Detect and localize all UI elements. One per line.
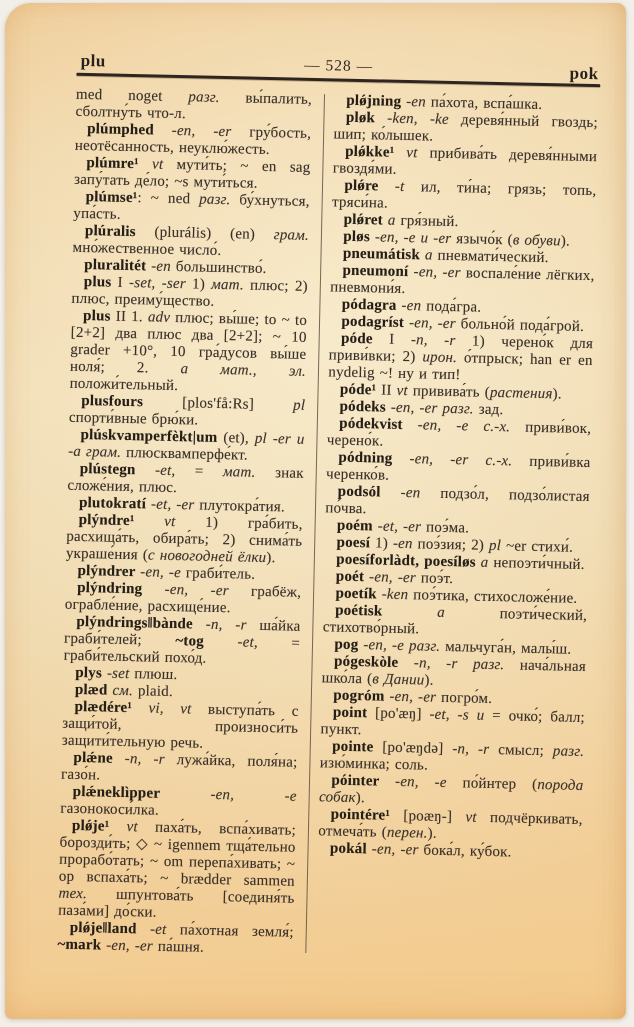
grammar-label: pl <box>292 397 306 414</box>
definition-text: ). <box>424 672 434 689</box>
headword: plusfours <box>81 392 144 411</box>
grammar-label: см. <box>112 682 134 700</box>
grammar-label: vt <box>151 156 164 173</box>
definition-text: поэ́тика, стихосложе́ние. <box>408 587 578 607</box>
dictionary-entry <box>75 121 312 160</box>
definition-text: I <box>372 331 412 349</box>
grammar-label: a <box>424 247 433 264</box>
grammar-label: -en, -er <box>389 688 437 706</box>
definition-text: грабёж, ограбле́ние, расхище́ние. <box>64 583 302 617</box>
grammar-label: a <box>437 604 446 621</box>
dictionary-entry <box>333 109 598 149</box>
headword: ~mark <box>57 936 107 954</box>
definition-text: поэ́ма. <box>420 519 470 537</box>
definition-text: [po'æŋdə] <box>373 739 453 758</box>
definition-text: поэ́зия; 2) <box>412 536 490 554</box>
definition-text: граби́тель. <box>180 565 256 583</box>
headword: plúralis <box>84 223 136 241</box>
headword: plúmre¹ <box>86 155 153 173</box>
definition-text: по́йнтер ( <box>446 775 538 793</box>
headword: plædére¹ <box>74 698 149 717</box>
headword: pløs <box>343 228 376 246</box>
definition-text: о́тпрыск; han er en nydelig ~! ну и тип! <box>328 350 593 384</box>
grammar-label: -en, -er разг. <box>390 399 474 418</box>
dictionary-entry <box>61 750 298 789</box>
grammar-label: -en, -er <box>368 569 417 587</box>
dictionary-entry <box>333 143 598 183</box>
grammar-label: -en <box>401 297 422 315</box>
definition-text: 1) гра́бить, расхища́ть, обира́ть; 2) снима́ть украше́ния ( <box>65 514 303 564</box>
dictionary-entry <box>64 614 301 670</box>
text-columns <box>57 87 600 965</box>
headword: pog <box>334 636 364 654</box>
grammar-label: -en, -er <box>371 841 419 859</box>
definition-text: больно́й пода́грой. <box>455 316 585 335</box>
headword: póinter <box>331 772 396 790</box>
definition-text: привива́ть ( <box>407 383 491 401</box>
definition-text: па́хотная земля́; <box>166 921 294 941</box>
definition-text: ). <box>355 790 366 807</box>
definition-text: непоэти́чный. <box>488 554 585 573</box>
dictionary-entry <box>328 330 593 387</box>
definition-text: изю́минка; соль. <box>319 755 429 774</box>
definition-text: = очко́; балл; пункт. <box>320 707 586 739</box>
dictionary-entry <box>330 262 595 302</box>
headword: plǿre <box>344 177 396 195</box>
headword: pløk <box>345 109 388 127</box>
dictionary-entry <box>57 920 294 959</box>
definition-text: прибива́ть деревя́нными гвоздя́ми. <box>332 145 598 178</box>
grammar-label: -en, -er с.-х. <box>409 451 513 470</box>
definition-text: плюс; 2) плюс, преиму́щество. <box>71 277 308 310</box>
dictionary-entry <box>58 818 296 925</box>
definition-text: med noget <box>75 86 189 106</box>
column-left <box>57 87 312 959</box>
headword: plǽneklìpper <box>72 783 211 803</box>
grammar-label: -en, -e с.-х. <box>417 417 511 436</box>
grammar-label: разг. <box>188 89 220 106</box>
grammar-label: -en <box>151 258 172 275</box>
dictionary-entry <box>69 393 306 432</box>
grammar-label: pl -er и -a грам. <box>67 430 305 461</box>
definition-text: приви́вок, черено́к. <box>326 419 592 450</box>
headword: poét <box>335 568 370 586</box>
definition-text: I <box>111 274 130 291</box>
scanned-dictionary-page <box>5 3 626 1019</box>
definition-text: подзо́л, подзо́листая по́чва. <box>325 485 590 518</box>
definition-text: бока́л, ку́бок. <box>418 842 512 861</box>
definition-text: приви́вка черенко́в. <box>325 453 591 484</box>
grammar-label: -en, -er <box>105 937 154 955</box>
grammar-label: мат. <box>222 464 256 481</box>
grammar-label: vi, vt <box>148 700 192 718</box>
definition-text: plaid. <box>132 683 174 701</box>
definition-text: пода́гра. <box>421 298 482 316</box>
headword: pódeks <box>339 398 391 416</box>
grammar-label: -et <box>149 921 167 938</box>
definition-text: , = граби́тельский похо́д. <box>63 634 301 667</box>
headword: podsól <box>337 483 401 501</box>
headword: plýndrer <box>77 562 141 581</box>
definition-text: плюш. <box>129 666 178 684</box>
grammar-label: -en, -e <box>210 786 297 805</box>
definition-text: гря́зный. <box>395 212 459 231</box>
grammar-label: грам. <box>273 227 310 244</box>
headword: pódning <box>338 449 410 468</box>
headword: pógeskòle <box>333 653 415 672</box>
dictionary-entry <box>62 699 299 755</box>
column-right <box>316 92 599 965</box>
grammar-label: -et <box>154 462 172 479</box>
grammar-label: -en, -er <box>164 581 229 600</box>
grammar-label: -ken, -ke <box>387 110 450 128</box>
headword: pneumoní <box>342 262 414 281</box>
grammar-label: -et, -er <box>150 496 195 514</box>
grammar-label: vt <box>396 382 409 400</box>
grammar-label: -en, -e <box>140 564 182 582</box>
definition-text: II <box>376 382 397 399</box>
grammar-label: -en <box>392 535 413 553</box>
definition-text: [plos'få:Rs] <box>142 394 294 414</box>
grammar-label: vt <box>465 809 477 826</box>
definition-text: язычо́к ( <box>451 230 513 249</box>
grammar-label: adv <box>147 309 171 326</box>
grammar-label: -en, -er <box>408 315 456 333</box>
grammar-label: -en <box>400 484 421 502</box>
grammar-label: в Дании <box>372 671 425 689</box>
headword: plúmphed <box>87 121 172 139</box>
grammar-label: -n, -r <box>452 741 490 758</box>
dictionary-entry <box>327 415 592 455</box>
grammar-label: -t <box>394 178 405 195</box>
grammar-label: -en, -e <box>394 773 447 792</box>
definition-text: смысл; <box>489 741 554 760</box>
grammar-label: в обуви <box>512 232 561 250</box>
definition-text: 1) <box>369 535 394 552</box>
definition-text: 1) черено́к для приви́вки; 2) <box>328 333 594 366</box>
dictionary-entry <box>60 784 297 823</box>
definition-text: плюсквамперфе́кт. <box>121 444 249 464</box>
dictionary-entry <box>325 483 590 523</box>
definition-text: воспале́ние лёгких, пневмони́я. <box>330 265 595 298</box>
headword: pneumátisk <box>342 245 426 264</box>
grammar-label: -en, -er <box>171 122 232 141</box>
dictionary-entry <box>323 602 588 642</box>
grammar-label: a <box>480 554 489 571</box>
grammar-label: порода собак <box>318 777 584 807</box>
definition-text: поэти́ческий, стихотво́рный. <box>322 604 588 638</box>
dictionary-entry <box>73 189 310 228</box>
definition-text: [poæŋ-] <box>389 807 466 826</box>
grammar-label: -n, -r <box>410 332 456 350</box>
headword: plýndrings‖bànde <box>76 613 206 633</box>
grammar-label: -n, -r <box>124 750 165 768</box>
definition-text: ил, ти́на; грязь; топь, тряси́на. <box>331 178 597 212</box>
headword: pokál <box>329 840 372 858</box>
grammar-label: -set <box>106 665 130 683</box>
dictionary-entry <box>72 223 309 262</box>
grammar-label: -en <box>406 93 427 111</box>
definition-text: : ~ ned <box>137 190 200 208</box>
headword: plǿje¹ <box>71 817 127 836</box>
definition-text: большинство́. <box>170 258 267 277</box>
definition-text: спорти́вные брю́ки. <box>68 409 199 429</box>
definition-text: вы́палить, сболтну́ть что-л. <box>75 89 313 123</box>
guide-word-left: plu <box>80 50 107 71</box>
page-number: — 528 — <box>303 56 374 76</box>
grammar-label: a мат., эл. <box>180 361 307 380</box>
dictionary-entry <box>320 704 585 744</box>
grammar-label: -en, -er <box>413 264 461 282</box>
headword: pluralitét <box>84 256 152 275</box>
dictionary-entry <box>65 580 302 619</box>
definition-text: зад. <box>473 401 504 419</box>
guide-word-right: pok <box>569 63 599 84</box>
definition-text: знак сложе́ния, плюс. <box>67 464 304 497</box>
definition-text: погро́м. <box>436 689 493 707</box>
headword: póde <box>340 330 373 348</box>
definition-text: газонокоси́лка. <box>60 800 160 819</box>
dictionary-entry <box>332 177 597 217</box>
grammar-label: -et, -s и <box>429 706 485 724</box>
definition-text: подчёркивать, отмеча́ть ( <box>318 809 583 841</box>
headword: plǿret <box>343 211 389 229</box>
headword: poesíforlàdt, poesíløs <box>336 551 481 571</box>
definition-text: , = <box>171 462 224 481</box>
headword: pódekvist <box>339 415 418 434</box>
definition-text: выступа́ть с защи́той, произноси́ть защити́тельную речь. <box>61 701 299 752</box>
headword: poétisk <box>334 602 438 621</box>
grammar-label: -n, -r <box>205 616 247 634</box>
definition-text: (plurális) (en) <box>135 224 274 244</box>
grammar-label: перен. <box>386 824 428 842</box>
grammar-label: -et <box>237 634 255 651</box>
definition-text: (et), <box>217 429 255 447</box>
grammar-label: мат. <box>211 276 245 294</box>
definition-text: [po'æŋ] <box>367 705 430 723</box>
grammar-label: -n, -r разг. <box>413 655 505 674</box>
headword: plǿje‖land <box>69 919 151 938</box>
dictionary-entry <box>69 308 307 398</box>
headword: poém <box>336 517 378 535</box>
dictionary-entry <box>321 653 586 693</box>
definition-text: плюс; вы́ше; to ~ to [2+2] два плюс два [2+2]; ~ 10 grader +10°, 10 гра́дусов вы́ше ноля́; 2. <box>69 309 308 378</box>
headword: plǿkke¹ <box>344 143 407 161</box>
definition-text: нача́льная шко́ла ( <box>321 657 587 688</box>
dictionary-entry <box>320 738 585 778</box>
definition-text: па́шня. <box>152 938 205 956</box>
headword: póde¹ <box>339 381 377 399</box>
headword: pogróm <box>333 687 390 705</box>
headword: plus <box>82 307 111 325</box>
definition-text: 1) <box>185 276 212 293</box>
definition-text: ~er стихи́. <box>500 538 574 556</box>
definition-text: ша́йка граби́телей; <box>63 617 301 650</box>
grammar-label: -set, -ser <box>128 274 187 293</box>
definition-text: бу́хнуться, упа́сть. <box>73 192 310 223</box>
grammar-label: vt <box>126 819 139 836</box>
dictionary-entry <box>318 806 583 846</box>
headword: pódagra <box>341 296 402 314</box>
headword: ~tog <box>175 633 238 651</box>
dictionary-entry <box>68 427 305 466</box>
grammar-label: растения <box>489 384 553 403</box>
definition-text: паха́ть, вспа́хивать; борозди́ть; ◇ ~ igennem тща́тельно прорабо́тать; ~ om перепа́хивать; ~ op вспаха́ть; ~ brædder sammen <box>58 819 297 890</box>
dictionary-entry <box>67 461 304 500</box>
grammar-label: -en, -e и -er <box>374 229 452 247</box>
headword: podagríst <box>341 313 410 332</box>
grammar-label: vt <box>164 513 176 531</box>
definition-text: деревя́нный гвоздь; шип; ко́лышек. <box>333 111 599 145</box>
headword: plúmse¹ <box>85 189 138 207</box>
definition-text: II 1. <box>110 308 149 326</box>
dictionary-entry <box>71 274 308 313</box>
dictionary-entry <box>74 155 311 194</box>
grammar-label: -en, -e разг. <box>363 637 441 655</box>
grammar-label: ирон. <box>422 349 458 367</box>
definition-text: ). <box>552 386 562 403</box>
headword: plǽne <box>73 749 125 767</box>
definition-text: шпунтова́ть [соединя́ть паза́ми] до́ски. <box>57 886 295 921</box>
dictionary-entry <box>66 512 303 568</box>
grammar-label: с новогодней ёлки <box>147 547 267 567</box>
headword: pointe <box>332 738 374 756</box>
grammar-label: a <box>387 212 396 229</box>
grammar-label: разг. <box>552 743 585 761</box>
grammar-label: тех. <box>58 885 88 903</box>
headword: plæd <box>74 681 113 699</box>
definition-text: гру́бость, неотёсанность, неуклю́жесть. <box>74 124 312 159</box>
definition-text: мути́ть; ~ en sag запу́тать де́ло; ~s мути́ться. <box>73 156 311 192</box>
definition-text: пневмати́ческий. <box>432 247 549 267</box>
definition-text: плутокра́тия. <box>194 497 286 516</box>
definition-text: ). <box>560 233 571 250</box>
definition-text: па́хота, вспа́шка. <box>425 94 543 113</box>
headword: plǿjning <box>346 92 407 110</box>
entry-continuation <box>75 87 312 126</box>
grammar-label: разг. <box>199 191 231 209</box>
grammar-label: pl <box>488 537 502 555</box>
headword: plus <box>83 273 112 291</box>
grammar-label: vt <box>406 144 418 162</box>
grammar-label: -ken <box>381 586 409 604</box>
headword: poetík <box>335 585 382 603</box>
headword: plutokratí <box>78 494 152 513</box>
headword: poesí <box>336 534 371 552</box>
definition-text: ). <box>266 550 276 567</box>
page-content <box>57 47 601 965</box>
headword: plýndre¹ <box>78 511 165 530</box>
definition-text: поэ́т. <box>415 570 454 588</box>
headword: point <box>332 704 368 722</box>
definition-text: мальчуга́н, малы́ш. <box>440 638 572 658</box>
headword: plys <box>75 664 108 682</box>
headword: plústegn <box>79 460 156 479</box>
definition-text: мно́жественное число́. <box>72 239 222 259</box>
headword: pointére¹ <box>330 806 391 824</box>
headword: plúskvamperfèkt|um <box>80 426 218 446</box>
definition-text: лужа́йка, поля́на; газо́н. <box>60 751 298 784</box>
definition-text: ). <box>427 825 437 842</box>
headword: plýndring <box>77 579 165 598</box>
grammar-label: -et, -er <box>377 518 422 536</box>
dictionary-entry <box>319 772 584 812</box>
definition-text: положи́тельный. <box>69 375 179 395</box>
dictionary-entry <box>326 449 591 489</box>
